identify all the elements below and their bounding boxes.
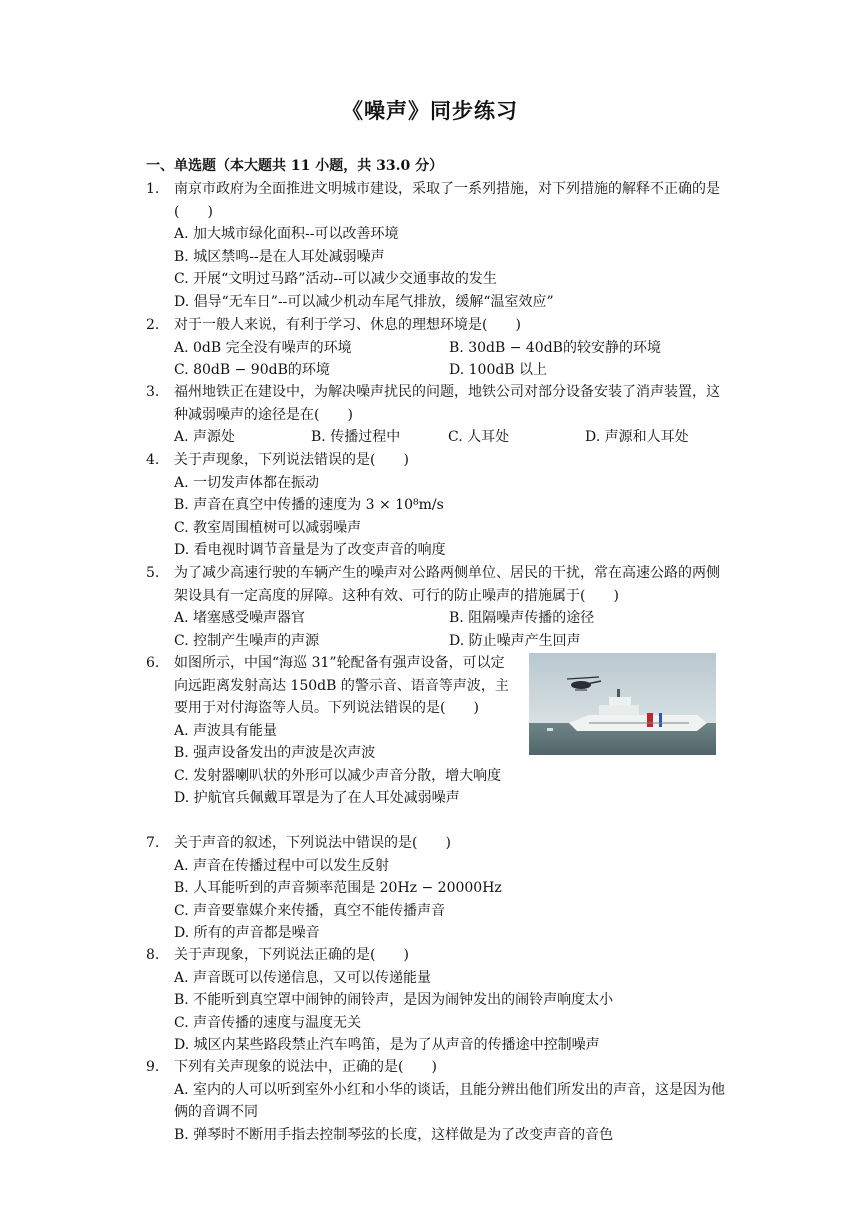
option-c: C. 开展“文明过马路”活动--可以减少交通事故的发生: [174, 271, 497, 287]
option-c: C. 发射器喇叭状的外形可以减少声音分散，增大响度: [174, 767, 502, 784]
option-b: B. 传播过程中: [311, 429, 401, 445]
option-c: C. 控制产生噪声的声源: [174, 632, 320, 649]
question-stem: 下列有关声现象的说法中，正确的是( ): [174, 1059, 437, 1075]
question-stem: 关于声现象，下列说法错误的是( ): [174, 452, 409, 468]
option-d: D. 城区内某些路段禁止汽车鸣笛，是为了从声音的传播途中控制噪声: [174, 1037, 600, 1053]
option-a: A. 声音在传播过程中可以发生反射: [174, 857, 390, 874]
option-b: B. 强声设备发出的声波是次声波: [174, 745, 376, 761]
question-number: 7.: [146, 835, 160, 851]
option-a: A. 0dB 完全没有噪声的环境: [174, 339, 352, 356]
option-c: C. 教室周围植树可以减弱噪声: [174, 519, 362, 536]
ship-photo: [529, 653, 716, 755]
question-3: [146, 381, 726, 449]
option-c: C. 声音要靠媒介来传播，真空不能传播声音: [174, 902, 446, 919]
option-b: B. 阻隔噪声传播的途径: [449, 610, 595, 626]
question-stem: 如图所示，中国“海巡 31”轮配备有强声设备，可以定向远距离发射高达 150dB 的警示音、语音等声波，主要用于对付海盗等人员。下列说法错误的是( ): [174, 655, 509, 716]
option-d: D. 所有的声音都是噪音: [174, 925, 320, 941]
option-a: A. 声音既可以传递信息，又可以传递能量: [174, 969, 432, 986]
option-a: A. 声波具有能量: [174, 722, 278, 739]
option-b: B. 人耳能听到的声音频率范围是 20Hz − 20000Hz: [174, 880, 502, 896]
option-d: D. 看电视时调节音量是为了改变声音的响度: [174, 542, 446, 558]
question-number: 2.: [146, 317, 160, 333]
option-b: B. 不能听到真空罩中闹钟的闹铃声，是因为闹钟发出的闹铃声响度太小: [174, 992, 614, 1008]
option-d: D. 护航官兵佩戴耳罩是为了在人耳处减弱噪声: [174, 790, 460, 806]
option-a: A. 堵塞感受噪声器官: [174, 610, 306, 626]
option-c: C. 声音传播的速度与温度无关: [174, 1014, 362, 1031]
question-number: 5.: [146, 565, 160, 581]
question-stem: 福州地铁正在建设中，为解决噪声扰民的问题，地铁公司对部分设备安装了消声装置，这种减弱噪声的途径是在( ): [174, 384, 720, 423]
question-4: [146, 449, 726, 562]
question-number: 9.: [146, 1059, 160, 1075]
question-stem: 南京市政府为全面推进文明城市建设，采取了一系列措施，对下列措施的解释不正确的是( ): [174, 181, 720, 220]
question-8: [146, 944, 726, 1057]
option-c: C. 人耳处: [448, 429, 510, 445]
question-number: 6.: [146, 655, 160, 671]
option-d: D. 声源和人耳处: [585, 429, 689, 445]
question-number: 1.: [146, 181, 160, 197]
option-b: B. 弹琴时不断用手指去控制琴弦的长度，这样做是为了改变声音的音色: [174, 1126, 614, 1143]
option-d: D. 100dB 以上: [449, 362, 548, 378]
option-a: A. 加大城市绿化面积--可以改善环境: [174, 226, 399, 242]
section-heading: 一、单选题（本大题共 11 小题，共 33.0 分）: [146, 158, 444, 174]
option-a: A. 一切发声体都在振动: [174, 474, 320, 491]
question-7: [146, 832, 726, 945]
question-9: [146, 1056, 726, 1146]
option-b: B. 30dB − 40dB的较安静的环境: [449, 339, 661, 356]
question-number: 3.: [146, 384, 160, 400]
question-stem: 为了减少高速行驶的车辆产生的噪声对公路两侧单位、居民的干扰，常在高速公路的两侧架设具有一定高度的屏障。这种有效、可行的防止噪声的措施属于( ): [174, 565, 720, 604]
option-a: A. 室内的人可以听到室外小红和小华的谈话，且能分辨出他们所发出的声音，这是因为他俩的音调不同: [174, 1081, 726, 1120]
page-title: 《噪声》同步练习: [342, 98, 518, 123]
option-a: A. 声源处: [174, 429, 236, 445]
option-b: B. 声音在真空中传播的速度为 3 × 10⁸m/s: [174, 497, 444, 513]
question-5: [146, 562, 726, 652]
question-stem: 对于一般人来说，有利于学习、休息的理想环境是( ): [174, 317, 521, 333]
question-stem: 关于声现象，下列说法正确的是( ): [174, 947, 409, 963]
question-number: 4.: [146, 452, 160, 468]
option-d: D. 防止噪声产生回声: [449, 632, 581, 649]
question-number: 8.: [146, 947, 160, 963]
option-b: B. 城区禁鸣--是在人耳处减弱噪声: [174, 248, 385, 265]
question-1: [146, 178, 726, 313]
question-2: [146, 314, 726, 382]
question-stem: 关于声音的叙述，下列说法中错误的是( ): [174, 835, 451, 851]
option-c: C. 80dB − 90dB的环境: [174, 362, 330, 378]
option-d: D. 倡导“无车日”--可以减少机动车尾气排放，缓解“温室效应”: [174, 293, 554, 310]
